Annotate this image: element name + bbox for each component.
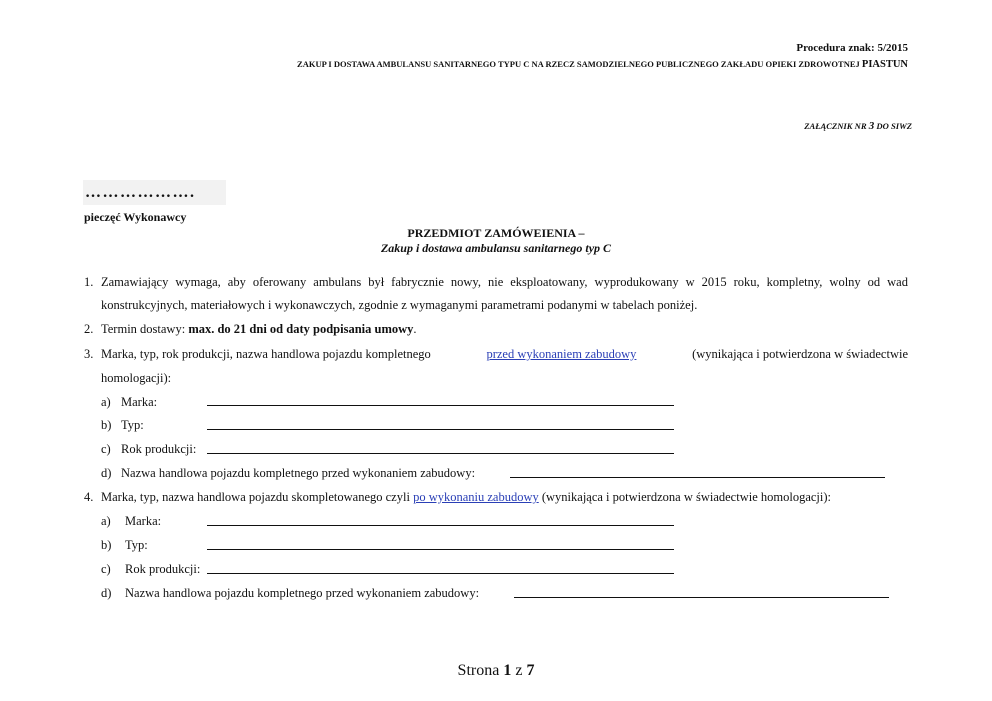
title-name: PIASTUN [861, 59, 908, 70]
item-number: 4. [84, 490, 94, 504]
sub-letter: c) [101, 562, 111, 576]
sub-letter: b) [101, 538, 112, 552]
brand-input-line[interactable] [207, 525, 674, 526]
annex-number: 3 [868, 120, 875, 132]
item-4-text [101, 489, 831, 505]
stamp-dots: ………………. [85, 184, 196, 201]
item-3-text-cont: homologacji): [101, 371, 172, 385]
item-number: 2. [84, 322, 94, 336]
procedure-number: Procedura znak: 5/2015 [796, 42, 908, 54]
delivery-end: . [413, 322, 417, 336]
production-year-label: Rok produkcji: [121, 442, 197, 456]
trade-name-input-line[interactable] [514, 597, 889, 598]
brand-label: Marka: [121, 395, 158, 409]
page-sep: z [515, 662, 523, 679]
page-number: 1 [503, 662, 512, 679]
trade-name-label: Nazwa handlowa pojazdu kompletnego przed wykonaniem zabudowy: [125, 586, 480, 600]
production-year-label: Rok produkcji: [125, 562, 201, 576]
item-1-text: Zamawiający wymaga, aby oferowany ambulans był fabrycznie nowy, nie eksploatowany, wyprodukowany w 2015 roku, kompletny, wolny od wad [101, 275, 908, 289]
page-footer [0, 662, 992, 680]
item-number: 1. [84, 275, 94, 289]
page-prefix: Strona [457, 662, 500, 679]
sub-letter: d) [101, 466, 112, 480]
brand-label: Marka: [125, 514, 162, 528]
page-total: 7 [526, 662, 535, 679]
title-prefix: ZAKUP I DOSTAWA AMBULANSU SANITARNEGO TYPU C NA RZECZ SAMODZIELNEGO PUBLICZNEGO ZAKŁADU OPIEKI ZDROWOTNEJ [297, 59, 860, 69]
trade-name-label: Nazwa handlowa pojazdu kompletnego przed wykonaniem zabudowy: [121, 466, 476, 480]
production-year-input-line[interactable] [207, 453, 674, 454]
type-label: Typ: [125, 538, 148, 552]
production-year-input-line[interactable] [207, 573, 674, 574]
section-subheading: Zakup i dostawa ambulansu sanitarnego typ C [380, 241, 612, 255]
trade-name-input-line[interactable] [510, 477, 885, 478]
after-bodywork-link[interactable]: po wykonaniu zabudowy [413, 490, 539, 504]
section-heading: PRZEDMIOT ZAMÓWEIENIA – [407, 226, 585, 240]
item-number: 3. [84, 347, 94, 361]
sub-letter: d) [101, 586, 112, 600]
type-input-line[interactable] [207, 429, 674, 430]
item-2-text [101, 321, 417, 337]
brand-input-line[interactable] [207, 405, 674, 406]
before-bodywork-link[interactable]: przed wykonaniem zabudowy [486, 347, 637, 361]
item-4-pre: Marka, typ, nazwa handlowa pojazdu skompletowanego czyli [101, 490, 414, 504]
sub-letter: c) [101, 442, 111, 456]
sub-letter: a) [101, 514, 111, 528]
type-label: Typ: [121, 418, 144, 432]
annex-prefix: ZAŁĄCZNIK NR [804, 121, 867, 131]
stamp-label: pieczęć Wykonawcy [84, 210, 187, 224]
item-1-text-cont: konstrukcyjnych, materiałowych i wykonawczych, zgodnie z wymaganymi parametrami podanymi w tabelach poniżej. [101, 298, 698, 312]
item-3-pre: Marka, typ, rok produkcji, nazwa handlowa pojazdu kompletnego [101, 347, 431, 361]
annex-suffix: DO SIWZ [876, 121, 912, 131]
sub-letter: a) [101, 395, 111, 409]
delivery-term: max. do 21 dni od daty podpisania umowy [188, 322, 414, 336]
item-3-text [101, 346, 908, 362]
item-4-post: (wynikająca i potwierdzona w świadectwie homologacji): [538, 490, 831, 504]
item-3-post: (wynikająca i potwierdzona w świadectwie [692, 347, 908, 361]
type-input-line[interactable] [207, 549, 674, 550]
sub-letter: b) [101, 418, 112, 432]
delivery-label: Termin dostawy: [101, 322, 189, 336]
document-title [297, 59, 908, 70]
annex-label [804, 120, 912, 132]
